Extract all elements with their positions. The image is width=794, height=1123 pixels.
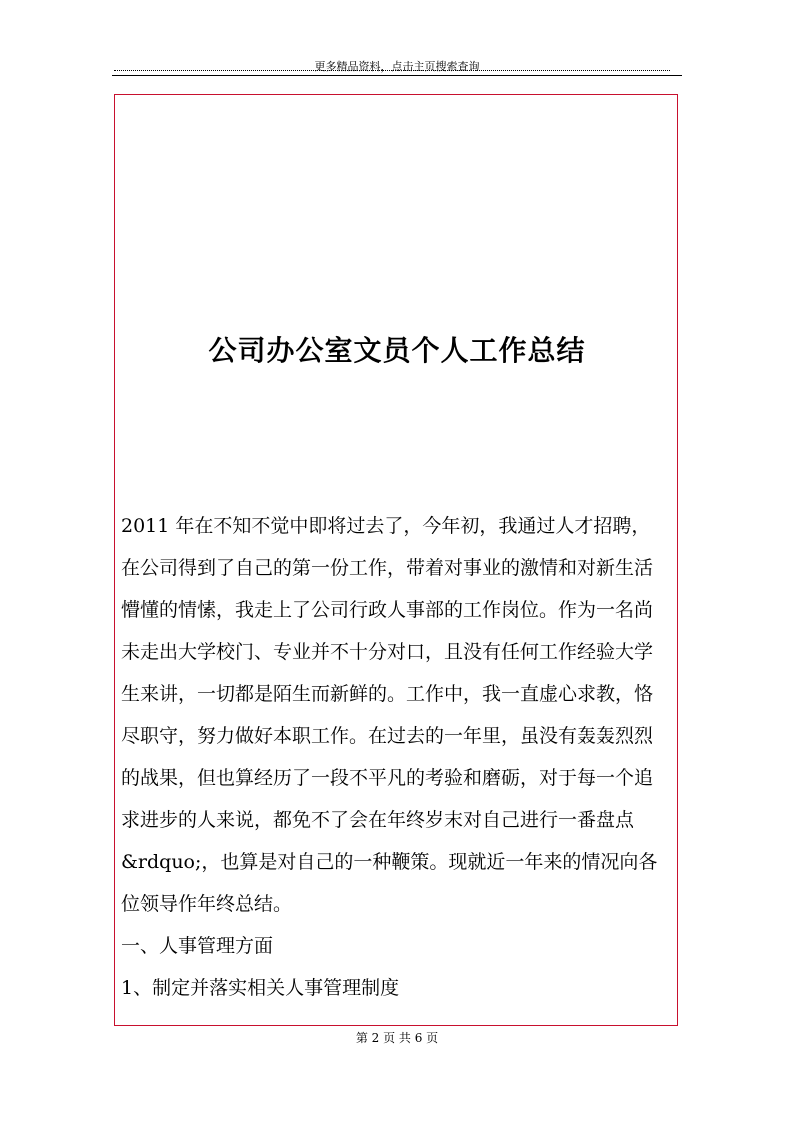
section-heading: 一、人事管理方面 xyxy=(121,935,274,957)
paragraph-line: 的战果，但也算经历了一段不平凡的考验和磨砺，对于每一个追 xyxy=(121,767,654,789)
paragraph-line: &rdquo;，也算是对自己的一种鞭策。现就近一年来的情况向各 xyxy=(121,851,658,873)
header-dotted-rule xyxy=(114,70,670,71)
paragraph-line: 懵懂的情愫，我走上了公司行政人事部的工作岗位。作为一名尚 xyxy=(121,599,654,621)
page-number-footer: 第 2 页 共 6 页 xyxy=(355,1031,439,1045)
paragraph-line: 2011 年在不知不觉中即将过去了，今年初，我通过人才招聘， xyxy=(121,515,651,537)
page-header-text: 更多精品资料，点击主页搜索查询 xyxy=(314,60,480,73)
paragraph-line: 求进步的人来说，都免不了会在年终岁末对自己进行一番盘点 xyxy=(121,809,635,831)
paragraph-line: 生来讲，一切都是陌生而新鲜的。工作中，我一直虚心求教，恪 xyxy=(121,683,654,705)
paragraph-line: 位领导作年终总结。 xyxy=(121,893,293,915)
paragraph-line: 未走出大学校门、专业并不十分对口，且没有任何工作经验大学 xyxy=(121,641,654,663)
header-solid-rule xyxy=(112,75,682,76)
document-title: 公司办公室文员个人工作总结 xyxy=(208,334,586,367)
paragraph-line: 尽职守，努力做好本职工作。在过去的一年里，虽没有轰轰烈烈 xyxy=(121,725,654,747)
paragraph-line: 在公司得到了自己的第一份工作，带着对事业的激情和对新生活 xyxy=(121,557,654,579)
subsection-heading: 1、制定并落实相关人事管理制度 xyxy=(121,977,400,999)
